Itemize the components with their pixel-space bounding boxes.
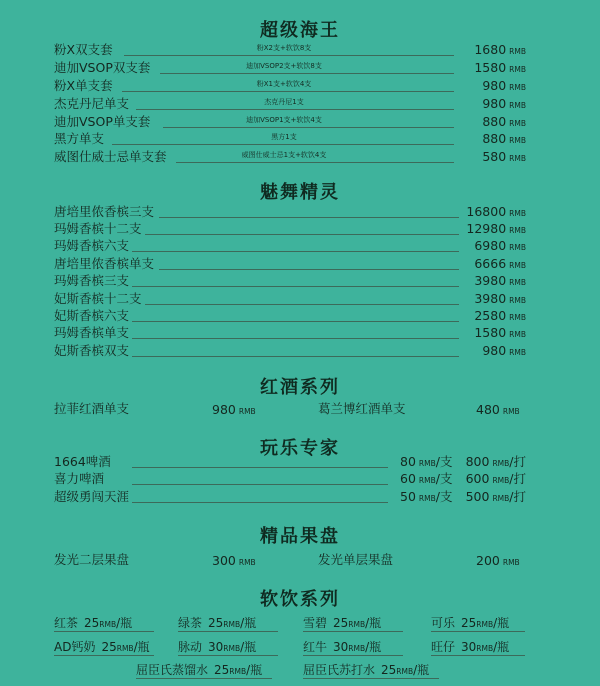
item-name: 1664啤酒 [54,454,111,469]
fruit-name-2: 发光单层果盘 [318,552,394,567]
soft-underline [303,655,403,656]
dozen-price: 500 RMB/打 [465,489,526,504]
item-price: 1580 RMB [474,325,526,340]
soft-name: 屈臣氏苏打水 [303,663,376,677]
item-name: 迪加VSOP单支套 [54,114,151,129]
soft-name: 雪碧 [303,616,328,630]
item-price: 2580 RMB [474,308,526,323]
meiwu-row [54,272,526,290]
item-name: 杰克丹尼单支 [54,96,130,111]
meiwu-row [54,237,526,255]
leader-line [159,269,459,270]
item-desc: 迪加VSOP2支+软饮8支 [246,62,322,70]
soft-name: 脉动 [178,640,203,654]
leader-line [145,304,459,305]
item-name: 妃斯香槟十二支 [54,291,142,306]
item-name: 粉X单支套 [54,78,113,93]
leader-line [176,162,454,163]
soft-price: 25RMB/瓶 [84,616,133,630]
item-name: 玛姆香槟单支 [54,325,130,340]
item-desc: 黑方1支 [271,133,297,141]
soft-underline [178,631,278,632]
soft-price: 25RMB/瓶 [101,640,150,654]
soft-underline [54,655,154,656]
section-title-beer: 玩乐专家 [260,438,340,459]
soft-price: 30RMB/瓶 [208,640,257,654]
meiwu-row [54,255,526,273]
haiwang-row [54,41,526,59]
soft-name: 可乐 [431,616,456,630]
section-title-meiwu: 魅舞精灵 [260,182,340,203]
soft-name: 红牛 [303,640,328,654]
leader-line [132,338,459,339]
item-name: 唐培里侬香槟单支 [54,256,155,271]
item-price: 880 RMB [482,114,526,129]
meiwu-row [54,342,526,360]
haiwang-row [54,95,526,113]
leader-line [145,234,459,235]
soft-price: 25RMB/瓶 [381,663,430,677]
item-price: 12980 RMB [466,221,526,236]
single-price: 50 RMB/支 [400,489,453,504]
item-price: 6666 RMB [474,256,526,271]
item-name: 玛姆香槟十二支 [54,221,142,236]
meiwu-row [54,324,526,342]
soft-name: AD钙奶 [54,640,96,654]
leader-line [132,502,388,503]
soft-underline [178,655,278,656]
dozen-price: 600 RMB/打 [465,471,526,486]
meiwu-row [54,220,526,238]
leader-line [132,467,388,468]
meiwu-row [54,290,526,308]
leader-line [132,286,459,287]
item-price: 6980 RMB [474,238,526,253]
item-desc: 迪加VSOP1支+软饮4支 [246,116,322,124]
single-price: 60 RMB/支 [400,471,453,486]
meiwu-row [54,307,526,325]
item-name: 唐培里侬香槟三支 [54,204,155,219]
leader-line [159,217,459,218]
wine-name-1: 拉菲红酒单支 [54,401,130,416]
soft-price: 30RMB/瓶 [461,640,510,654]
item-name: 迪加VSOP双支套 [54,60,151,75]
leader-line [112,144,454,145]
soft-underline [431,631,525,632]
leader-line [132,356,459,357]
haiwang-row [54,59,526,77]
soft-name: 屈臣氏蒸馏水 [136,663,209,677]
haiwang-row [54,130,526,148]
fruit-price-1: 300 RMB [212,553,256,568]
leader-line [160,73,454,74]
item-desc: 杰克丹尼1支 [264,98,304,106]
item-name: 黑方单支 [54,131,105,146]
item-price: 980 RMB [482,343,526,358]
item-desc: 威图仕威士忌1支+软饮4支 [241,151,327,159]
item-name: 粉X双支套 [54,42,113,57]
item-price: 3980 RMB [474,273,526,288]
item-desc: 粉X2支+软饮8支 [256,44,312,52]
leader-line [132,251,459,252]
soft-underline [136,678,272,679]
dozen-price: 800 RMB/打 [465,454,526,469]
section-title-wine: 红酒系列 [260,377,340,398]
soft-price: 25RMB/瓶 [214,663,263,677]
item-name: 玛姆香槟三支 [54,273,130,288]
soft-price: 30RMB/瓶 [333,640,382,654]
soft-underline [54,631,154,632]
soft-price: 25RMB/瓶 [461,616,510,630]
fruit-price-2: 200 RMB [476,553,520,568]
soft-name: 红茶 [54,616,79,630]
soft-underline [431,655,525,656]
soft-price: 25RMB/瓶 [208,616,257,630]
haiwang-row [54,77,526,95]
item-desc: 粉X1支+软饮4支 [256,80,312,88]
item-price: 1580 RMB [474,60,526,75]
wine-name-2: 葛兰博红酒单支 [318,401,406,416]
item-name: 妃斯香槟双支 [54,343,130,358]
leader-line [163,127,454,128]
item-name: 超级勇闯天涯 [54,489,130,504]
item-price: 980 RMB [482,96,526,111]
wine-price-2: 480 RMB [476,402,520,417]
beer-row [54,453,526,471]
section-title-haiwang: 超级海王 [260,20,340,41]
item-price: 3980 RMB [474,291,526,306]
soft-name: 旺仔 [431,640,456,654]
item-price: 16800 RMB [466,204,526,219]
meiwu-row [54,203,526,221]
leader-line [132,484,388,485]
soft-price: 25RMB/瓶 [333,616,382,630]
item-name: 玛姆香槟六支 [54,238,130,253]
soft-name: 绿茶 [178,616,203,630]
single-price: 80 RMB/支 [400,454,453,469]
soft-underline [303,678,439,679]
leader-line [136,109,454,110]
soft-underline [303,631,403,632]
item-name: 喜力啤酒 [54,471,105,486]
fruit-name-1: 发光二层果盘 [54,552,130,567]
item-price: 1680 RMB [474,42,526,57]
item-name: 威图仕威士忌单支套 [54,149,167,164]
item-price: 580 RMB [482,149,526,164]
leader-line [132,321,459,322]
section-title-soft: 软饮系列 [260,589,340,610]
item-price: 980 RMB [482,78,526,93]
haiwang-row [54,148,526,166]
leader-line [122,91,454,92]
beer-row [54,488,526,506]
leader-line [124,55,454,56]
section-title-fruit: 精品果盘 [260,526,340,547]
item-price: 880 RMB [482,131,526,146]
beer-row [54,470,526,488]
item-name: 妃斯香槟六支 [54,308,130,323]
wine-price-1: 980 RMB [212,402,256,417]
haiwang-row [54,113,526,131]
